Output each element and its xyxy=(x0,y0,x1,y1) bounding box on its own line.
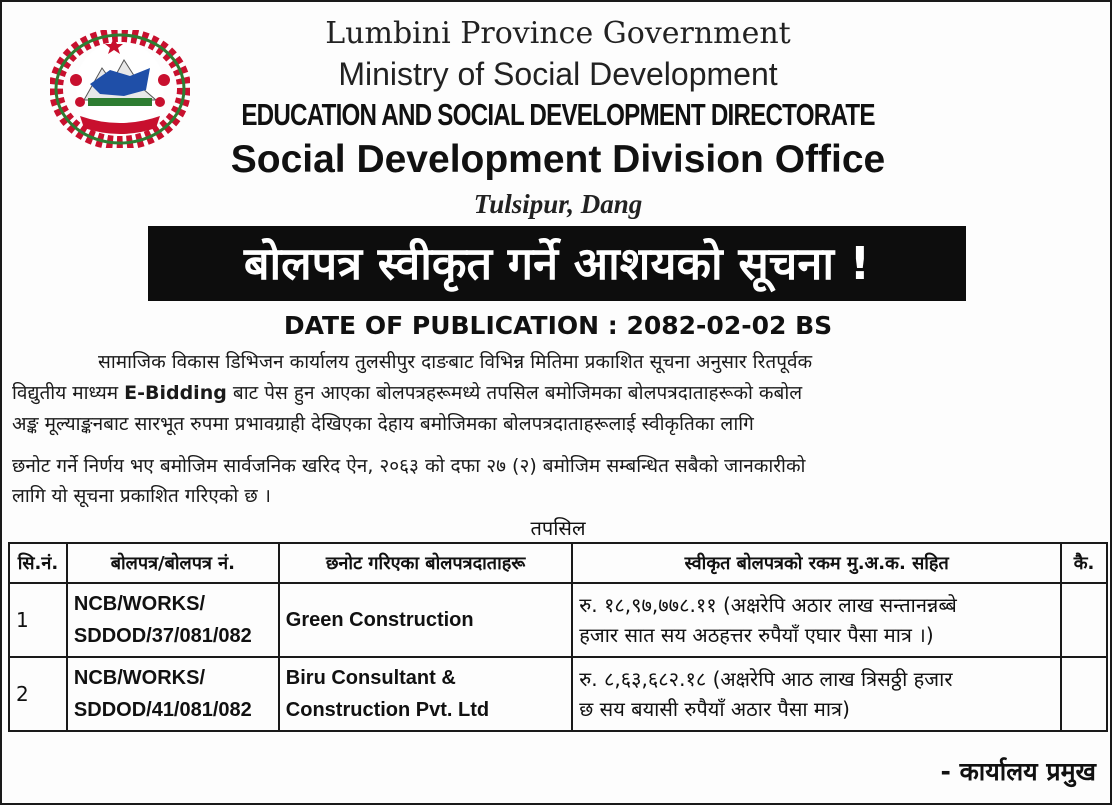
cell-amount xyxy=(572,657,1061,731)
amount-line: छ सय बयासी रुपैयाँ अठार पैसा मात्र) xyxy=(579,697,850,721)
col-header-serial: सि.नं. xyxy=(9,543,67,583)
ebidding-term: E-Bidding xyxy=(124,382,227,404)
bid-number-line: NCB/WORKS/ xyxy=(73,667,206,689)
publication-date: DATE OF PUBLICATION : 2082-02-02 BS xyxy=(283,311,833,340)
cell-amount xyxy=(572,583,1061,657)
approved-bids-table xyxy=(8,542,1108,732)
bidder-line: Biru Consultant & xyxy=(285,667,456,689)
cell-bidder xyxy=(279,657,573,731)
notice-title-banner: बोलपत्र स्वीकृत गर्ने आशयको सूचना ! xyxy=(148,226,966,301)
table-header-row xyxy=(9,543,1107,583)
office-location: Tulsipur, Dang xyxy=(473,189,643,219)
ministry-name: Ministry of Social Development xyxy=(338,56,778,92)
cell-serial: 1 xyxy=(9,583,67,657)
office-name: Social Development Division Office xyxy=(230,138,886,181)
notice-body-line xyxy=(12,379,802,407)
bid-number-line: NCB/WORKS/ xyxy=(73,593,206,615)
bid-number-line: SDDOD/37/081/082 xyxy=(73,625,252,647)
bidder-line: Construction Pvt. Ltd xyxy=(285,699,490,721)
bid-number-line: SDDOD/41/081/082 xyxy=(73,699,252,721)
notice-body-line: अङ्क मूल्याङ्कनबाट सारभूत रुपमा प्रभावग्राही देखिएका देहाय बमोजिमका बोलपत्रदाताहरूलाई स्वीकृतिका लागि xyxy=(12,413,754,435)
col-header-amount: स्वीकृत बोलपत्रको रकम मु.अ.क. सहित xyxy=(572,543,1061,583)
col-header-remarks: कै. xyxy=(1061,543,1107,583)
cell-bid-number xyxy=(67,583,279,657)
cell-serial: 2 xyxy=(9,657,67,731)
notice-body-line: छनोट गर्ने निर्णय भए बमोजिम सार्वजनिक खरिद ऐन, २०६३ को दफा २७ (२) बमोजिम सम्बन्धित सबैको जानकारीको xyxy=(12,455,806,477)
cell-remarks xyxy=(1061,583,1107,657)
col-header-bid-number: बोलपत्र/बोलपत्र नं. xyxy=(67,543,279,583)
amount-line: हजार सात सय अठहत्तर रुपैयाँ एघार पैसा मात्र ।) xyxy=(579,623,934,647)
table-row xyxy=(9,583,1107,657)
cell-bidder xyxy=(279,583,573,657)
signature-office-chief: - कार्यालय प्रमुख xyxy=(940,757,1096,786)
amount-line: रु. १८,९७,७७८.११ (अक्षरेपि अठार लाख सन्तानन्नब्बे xyxy=(579,593,957,617)
notice-body-text: बाट पेस हुन आएका बोलपत्रहरूमध्ये तपसिल बमोजिमका बोलपत्रदाताहरूको कबोल xyxy=(226,382,803,404)
cell-bid-number xyxy=(67,657,279,731)
government-name: Lumbini Province Government xyxy=(325,16,791,51)
directorate-name: EDUCATION AND SOCIAL DEVELOPMENT DIRECTORATE xyxy=(241,97,875,132)
notice-body-line: लागि यो सूचना प्रकाशित गरिएको छ । xyxy=(12,485,271,507)
table-row xyxy=(9,657,1107,731)
notice-body-text: विद्युतीय माध्यम xyxy=(12,382,125,404)
col-header-bidder: छनोट गरिएका बोलपत्रदाताहरू xyxy=(279,543,573,583)
table-caption: तपसिल xyxy=(530,516,586,540)
amount-line: रु. ८,६३,६८२.१८ (अक्षरेपि आठ लाख त्रिसठ्ठी हजार xyxy=(579,667,953,691)
notice-body-line: सामाजिक विकास डिभिजन कार्यालय तुलसीपुर दाङबाट विभिन्न मितिमा प्रकाशित सूचना अनुसार रितपूर्वक xyxy=(98,351,813,373)
cell-remarks xyxy=(1061,657,1107,731)
bidder-line: Green Construction xyxy=(285,609,474,631)
